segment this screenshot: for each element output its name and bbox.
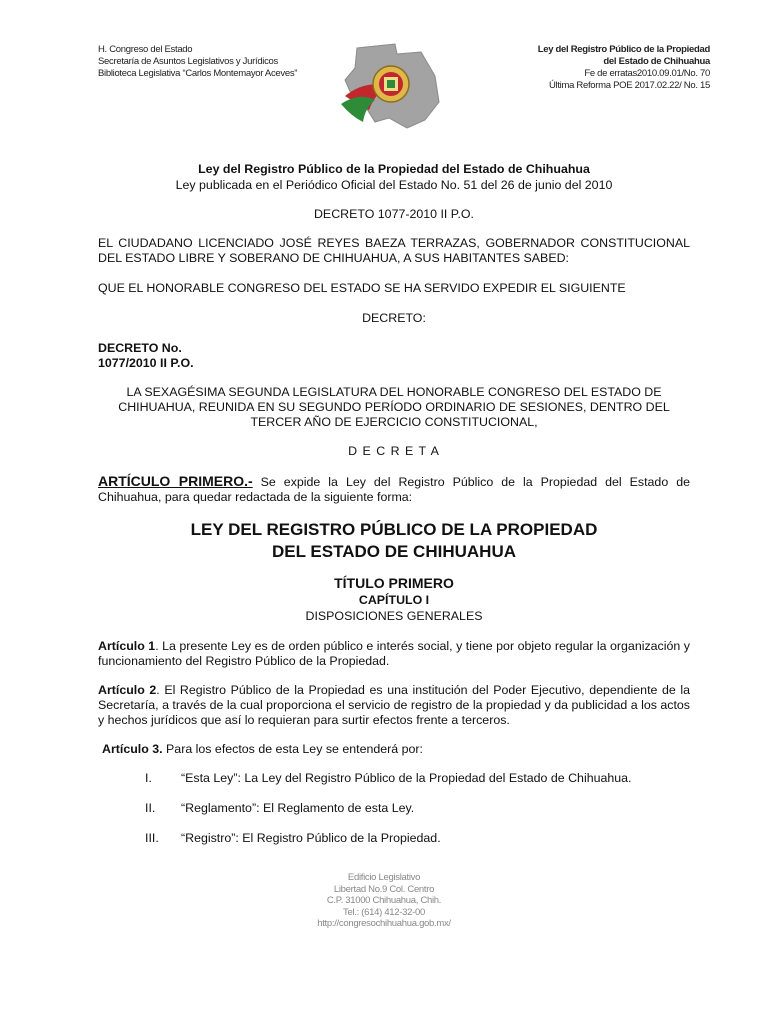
congreso-logo [335, 40, 445, 130]
header-law-title-2: del Estado de Chihuahua [603, 56, 710, 67]
articulo-3-text: Para los efectos de esta Ley se entenderá por: [162, 742, 423, 756]
decreto-number-line-1: DECRETO No. [98, 341, 182, 355]
articulo-primero-text: Se expide la Ley del Registro Público de la Propiedad del Estado de Chihuahua, para quedar redactada de la siguiente forma: [98, 475, 690, 504]
intro-ciudadano: EL CIUDADANO LICENCIADO JOSÉ REYES BAEZA TERRAZAS, GOBERNADOR CONSTITUCIONAL DEL ESTADO LIBRE Y SOBERANO DE CHIHUAHUA, A SUS HABITANTES SABED: [98, 236, 690, 265]
header-left [98, 44, 297, 80]
footer-phone: Tel.: (614) 412-32-00 [343, 906, 425, 918]
intro-decreto-ref: DECRETO 1077-2010 II P.O. [313, 207, 474, 221]
intro-legislatura: LA SEXAGÉSIMA SEGUNDA LEGISLATURA DEL HONORABLE CONGRESO DEL ESTADO DE CHIHUAHUA, REUNIDA EN SU SEGUNDO PERÍODO ORDINARIO DE SESIONES, DENTRO DEL TERCER AÑO DE EJERCICIO CONSTITUCIONAL, [118, 385, 670, 429]
list-item-text: “Esta Ley”: La Ley del Registro Público de la Propiedad del Estado de Chihuahua. [181, 771, 632, 785]
list-item [145, 831, 441, 846]
list-item-number: III. [145, 831, 159, 845]
list-item-number: II. [145, 801, 156, 815]
intro-title: Ley del Registro Público de la Propiedad del Estado de Chihuahua [198, 162, 590, 176]
footer-postal: C.P. 31000 Chihuahua, Chih. [326, 895, 442, 906]
titulo-primero: TÍTULO PRIMERO [334, 575, 454, 591]
articulo-2 [98, 683, 690, 728]
list-item-text: “Registro”: El Registro Público de la Propiedad. [181, 831, 441, 845]
decreto-number [98, 341, 690, 371]
footer-url[interactable]: http://congresochihuahua.gob.mx/ [317, 918, 451, 929]
header-law-title-1: Ley del Registro Público de la Propiedad [537, 44, 710, 55]
footer-address [0, 872, 768, 930]
articulo-1-text: . La presente Ley es de orden público e interés social, y tiene por objeto regular la organización y funcionamiento del Registro Público de la Propiedad. [98, 639, 690, 668]
header-right [538, 44, 710, 92]
header-biblioteca: Biblioteca Legislativa “Carlos Montemayor Aceves” [98, 68, 298, 79]
articulo-3-label: Artículo 3. [102, 742, 163, 756]
header-ultima-reforma: Última Reforma POE 2017.02.22/ No. 15 [548, 80, 710, 91]
articulo-2-label: Artículo 2 [98, 683, 157, 697]
header-fe-erratas: Fe de erratas2010.09.01/No. 70 [584, 68, 710, 79]
articulo-3 [102, 742, 694, 757]
intro-decreta: D E C R E T A [348, 444, 440, 458]
disposiciones-generales: DISPOSICIONES GENERALES [305, 609, 483, 623]
law-title-line-1: LEY DEL REGISTRO PÚBLICO DE LA PROPIEDAD [190, 520, 598, 539]
footer-building: Edificio Legislativo [347, 872, 421, 883]
articulo-1-label: Artículo 1 [98, 639, 156, 653]
capitulo-i: CAPÍTULO I [358, 593, 430, 607]
decreto-number-line-2: 1077/2010 II P.O. [98, 356, 194, 370]
articulo-2-text: . El Registro Público de la Propiedad es una institución del Poder Ejecutivo, dependiente de la Secretaría, a través de la cual proporciona el servicio de registro de la propiedad y da publicidad a los actos y hechos jurídicos que así lo requieran para surtir efectos frente a terceros. [98, 683, 690, 727]
law-title-line-2: DEL ESTADO DE CHIHUAHUA [272, 542, 516, 561]
list-item [145, 801, 414, 816]
header-secretaria: Secretaría de Asuntos Legislativos y Jurídicos [98, 56, 278, 67]
list-item [145, 771, 631, 786]
list-item-number: I. [145, 771, 152, 785]
intro-decreto-colon: DECRETO: [362, 311, 426, 325]
articulo-primero [98, 474, 690, 505]
intro-publicada: Ley publicada en el Periódico Oficial del Estado No. 51 del 26 de junio del 2010 [175, 178, 613, 192]
articulo-1 [98, 639, 690, 669]
list-item-text: “Reglamento”: El Reglamento de esta Ley. [181, 801, 415, 815]
header-congreso: H. Congreso del Estado [98, 44, 193, 55]
articulo-primero-label: ARTÍCULO PRIMERO.- [98, 473, 253, 489]
intro-que: QUE EL HONORABLE CONGRESO DEL ESTADO SE HA SERVIDO EXPEDIR EL SIGUIENTE [98, 281, 626, 295]
footer-street: Libertad No.9 Col. Centro [333, 883, 435, 895]
